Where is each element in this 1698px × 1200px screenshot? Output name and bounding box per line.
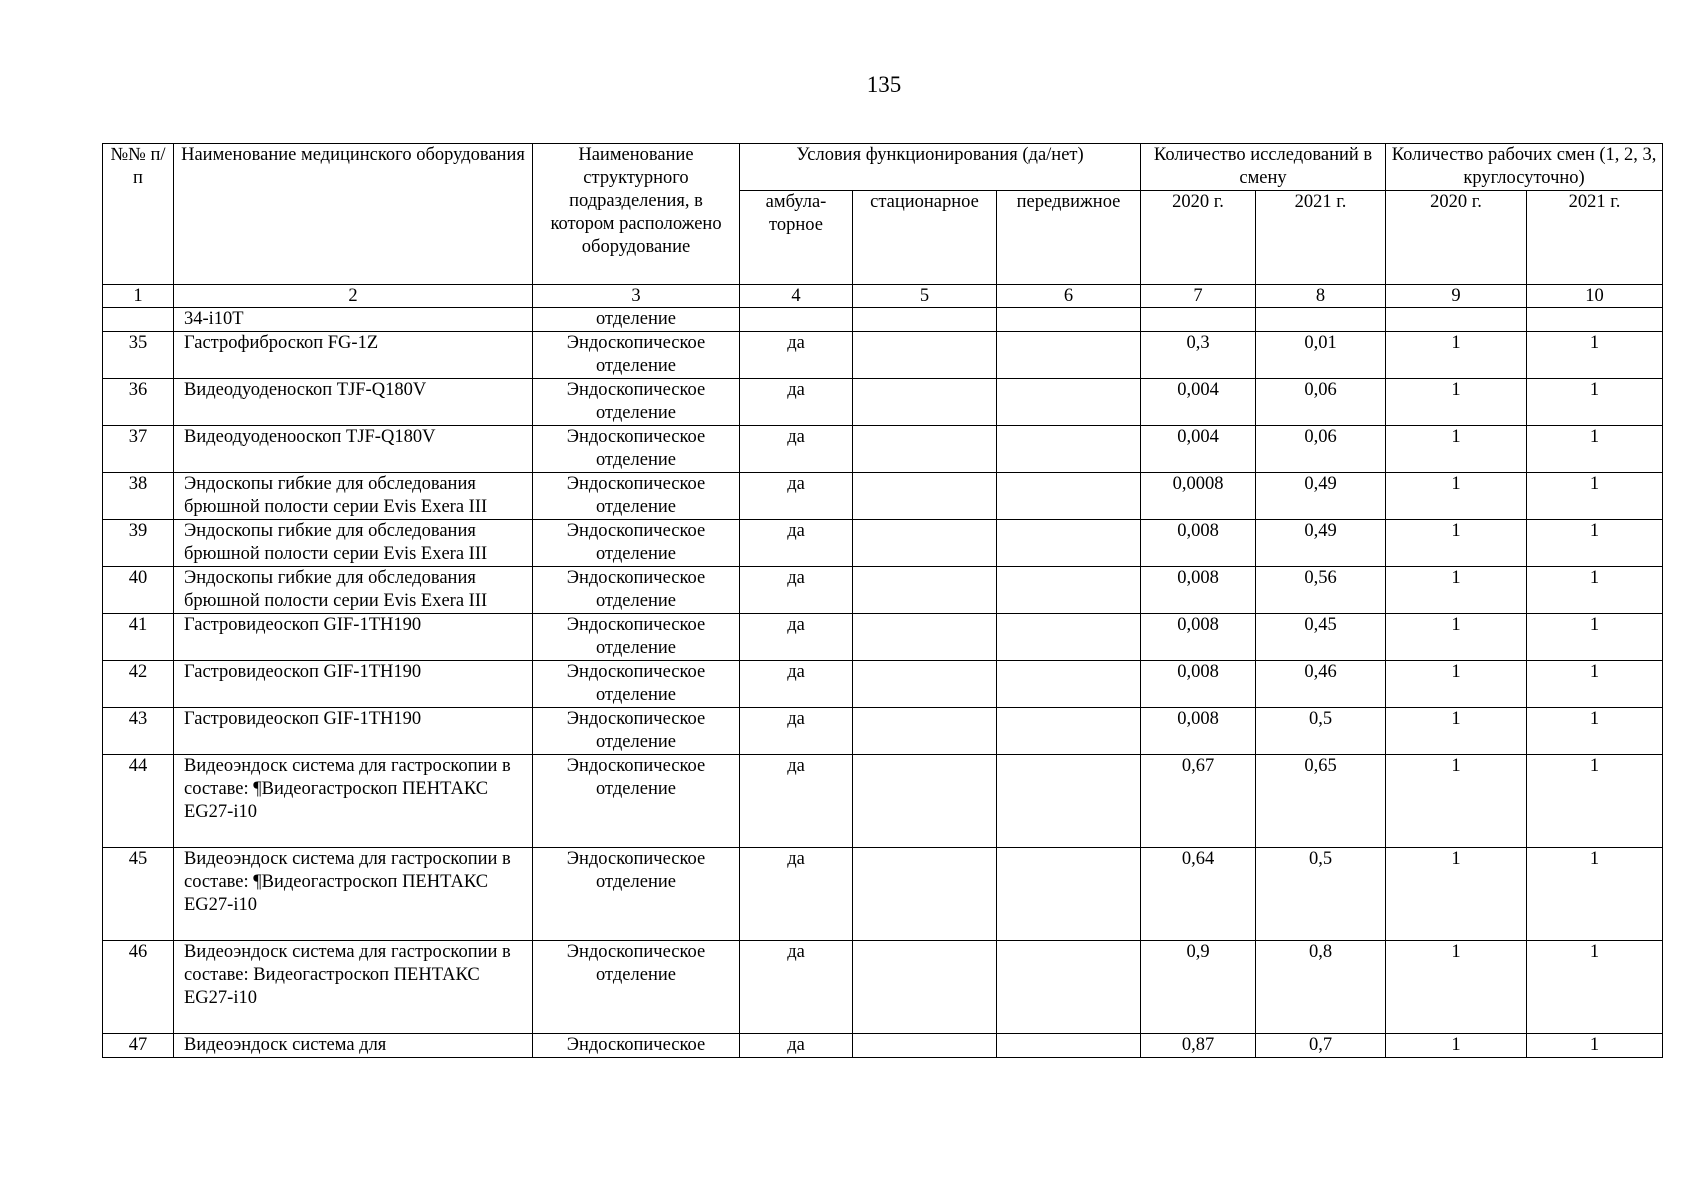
equipment-name: Гастровидеоскоп GIF-1TH190: [174, 708, 533, 755]
column-number: 7: [1141, 285, 1256, 308]
equipment-name: Видеодуоденооскоп TJF-Q180V: [174, 426, 533, 473]
table-row: [103, 332, 1663, 379]
equipment-name: Гастровидеоскоп GIF-1TH190: [174, 614, 533, 661]
table-row: [103, 755, 1663, 848]
header-shifts-2020: 2020 г.: [1386, 191, 1527, 285]
row-number: 39: [103, 520, 174, 567]
studies-2020: 0,67: [1141, 755, 1256, 848]
condition-stationary: [853, 520, 997, 567]
department: Эндоскопическое отделение: [533, 426, 740, 473]
condition-stationary: [853, 332, 997, 379]
studies-2021: 0,56: [1256, 567, 1386, 614]
column-number: 8: [1256, 285, 1386, 308]
department: Эндоскопическое отделение: [533, 661, 740, 708]
studies-2021: 0,5: [1256, 708, 1386, 755]
studies-2021: 0,06: [1256, 379, 1386, 426]
shifts-2020: 1: [1386, 614, 1527, 661]
equipment-table: [102, 143, 1663, 1058]
studies-2020: 0,64: [1141, 848, 1256, 941]
header-num: №№ п/п: [103, 144, 174, 285]
shifts-2020: 1: [1386, 426, 1527, 473]
condition-stationary: [853, 473, 997, 520]
condition-stationary: [853, 848, 997, 941]
shifts-2020: 1: [1386, 1034, 1527, 1058]
header-studies-2020: 2020 г.: [1141, 191, 1256, 285]
condition-ambulatory: да: [740, 708, 853, 755]
condition-stationary: [853, 614, 997, 661]
department: Эндоскопическое отделение: [533, 379, 740, 426]
studies-2020: 0,008: [1141, 520, 1256, 567]
condition-ambulatory: да: [740, 332, 853, 379]
shifts-2020: 1: [1386, 520, 1527, 567]
equipment-name: Гастровидеоскоп GIF-1TH190: [174, 661, 533, 708]
row-number: 47: [103, 1034, 174, 1058]
shifts-2021: 1: [1527, 614, 1663, 661]
shifts-2021: 1: [1527, 379, 1663, 426]
department: Эндоскопическое отделение: [533, 520, 740, 567]
department: Эндоскопическое отделение: [533, 708, 740, 755]
column-number: 3: [533, 285, 740, 308]
shifts-2020: 1: [1386, 332, 1527, 379]
header-dept: Наименование структурного подразделения, в котором расположено оборудование: [533, 144, 740, 285]
shifts-2021: 1: [1527, 708, 1663, 755]
column-number-row: [103, 285, 1663, 308]
shifts-2021: 1: [1527, 755, 1663, 848]
condition-mobile: [997, 567, 1141, 614]
shifts-2021: 1: [1527, 332, 1663, 379]
row-number: 36: [103, 379, 174, 426]
condition-ambulatory: да: [740, 1034, 853, 1058]
row-number: 46: [103, 941, 174, 1034]
department: Эндоскопическое отделение: [533, 614, 740, 661]
equipment-name: Видеоэндоск система для гастроскопии в составе: ¶Видеогастроскоп ПЕНТАКС EG27-i10: [174, 848, 533, 941]
shifts-2020: 1: [1386, 661, 1527, 708]
row-number: 43: [103, 708, 174, 755]
shifts-2021: 1: [1527, 473, 1663, 520]
header-shifts-2021: 2021 г.: [1527, 191, 1663, 285]
condition-mobile: [997, 332, 1141, 379]
header-cond-stat: стационарное: [853, 191, 997, 285]
department: Эндоскопическое отделение: [533, 848, 740, 941]
condition-mobile: [997, 520, 1141, 567]
row-number: 44: [103, 755, 174, 848]
column-number: 4: [740, 285, 853, 308]
continuation-dept: отделение: [533, 308, 740, 332]
studies-2021: 0,49: [1256, 520, 1386, 567]
condition-stationary: [853, 941, 997, 1034]
equipment-name: Эндоскопы гибкие для обследования брюшной полости серии Evis Exera III: [174, 567, 533, 614]
column-number: 5: [853, 285, 997, 308]
department: Эндоскопическое отделение: [533, 941, 740, 1034]
condition-ambulatory: да: [740, 426, 853, 473]
table-row: [103, 661, 1663, 708]
condition-mobile: [997, 614, 1141, 661]
column-number: 2: [174, 285, 533, 308]
table-row: [103, 614, 1663, 661]
studies-2021: 0,45: [1256, 614, 1386, 661]
studies-2021: 0,7: [1256, 1034, 1386, 1058]
studies-2021: 0,01: [1256, 332, 1386, 379]
header-conditions: Условия функционирования (да/нет): [740, 144, 1141, 191]
table-row: [103, 567, 1663, 614]
table-row: [103, 520, 1663, 567]
shifts-2021: 1: [1527, 520, 1663, 567]
shifts-2021: 1: [1527, 1034, 1663, 1058]
condition-mobile: [997, 1034, 1141, 1058]
equipment-name: Видеодуоденоскоп TJF-Q180V: [174, 379, 533, 426]
studies-2021: 0,46: [1256, 661, 1386, 708]
table-row: [103, 1034, 1663, 1058]
shifts-2020: 1: [1386, 473, 1527, 520]
condition-mobile: [997, 848, 1141, 941]
shifts-2021: 1: [1527, 848, 1663, 941]
row-number: 42: [103, 661, 174, 708]
table-row: [103, 473, 1663, 520]
shifts-2020: 1: [1386, 755, 1527, 848]
studies-2020: 0,0008: [1141, 473, 1256, 520]
condition-ambulatory: да: [740, 567, 853, 614]
continuation-name: 34-i10T: [174, 308, 533, 332]
department: Эндоскопическое отделение: [533, 332, 740, 379]
shifts-2021: 1: [1527, 941, 1663, 1034]
column-number: 6: [997, 285, 1141, 308]
studies-2020: 0,008: [1141, 614, 1256, 661]
equipment-name: Эндоскопы гибкие для обследования брюшной полости серии Evis Exera III: [174, 473, 533, 520]
condition-ambulatory: да: [740, 614, 853, 661]
studies-2021: 0,8: [1256, 941, 1386, 1034]
header-cond-mob: передвижное: [997, 191, 1141, 285]
equipment-name: Видеоэндоск система для гастроскопии в составе: ¶Видеогастроскоп ПЕНТАКС EG27-i10: [174, 755, 533, 848]
condition-stationary: [853, 567, 997, 614]
studies-2020: 0,87: [1141, 1034, 1256, 1058]
studies-2021: 0,5: [1256, 848, 1386, 941]
shifts-2021: 1: [1527, 426, 1663, 473]
condition-stationary: [853, 1034, 997, 1058]
condition-mobile: [997, 379, 1141, 426]
studies-2020: 0,004: [1141, 379, 1256, 426]
department: Эндоскопическое: [533, 1034, 740, 1058]
equipment-name: Гастрофиброскоп FG-1Z: [174, 332, 533, 379]
row-number: 45: [103, 848, 174, 941]
studies-2021: 0,06: [1256, 426, 1386, 473]
studies-2021: 0,65: [1256, 755, 1386, 848]
condition-ambulatory: да: [740, 661, 853, 708]
column-number: 9: [1386, 285, 1527, 308]
condition-stationary: [853, 708, 997, 755]
shifts-2020: 1: [1386, 379, 1527, 426]
department: Эндоскопическое отделение: [533, 755, 740, 848]
condition-ambulatory: да: [740, 520, 853, 567]
table-row: [103, 848, 1663, 941]
condition-ambulatory: да: [740, 755, 853, 848]
row-number: 40: [103, 567, 174, 614]
studies-2020: 0,008: [1141, 708, 1256, 755]
studies-2020: 0,008: [1141, 567, 1256, 614]
column-number: 1: [103, 285, 174, 308]
shifts-2020: 1: [1386, 708, 1527, 755]
condition-mobile: [997, 941, 1141, 1034]
equipment-name: Видеоэндоск система для гастроскопии в составе: Видеогастроскоп ПЕНТАКС EG27-i10: [174, 941, 533, 1034]
condition-stationary: [853, 755, 997, 848]
header-shifts: Количество рабочих смен (1, 2, 3, круглосуточно): [1386, 144, 1663, 191]
condition-mobile: [997, 473, 1141, 520]
header-studies-2021: 2021 г.: [1256, 191, 1386, 285]
equipment-name: Эндоскопы гибкие для обследования брюшной полости серии Evis Exera III: [174, 520, 533, 567]
condition-stationary: [853, 661, 997, 708]
row-number: 41: [103, 614, 174, 661]
condition-mobile: [997, 708, 1141, 755]
studies-2020: 0,3: [1141, 332, 1256, 379]
studies-2020: 0,004: [1141, 426, 1256, 473]
department: Эндоскопическое отделение: [533, 473, 740, 520]
header-name: Наименование медицинского оборудования: [174, 144, 533, 285]
continuation-row: [103, 308, 1663, 332]
header-cond-amb: амбула-торное: [740, 191, 853, 285]
studies-2021: 0,49: [1256, 473, 1386, 520]
header-studies: Количество исследований в смену: [1141, 144, 1386, 191]
condition-ambulatory: да: [740, 848, 853, 941]
shifts-2021: 1: [1527, 661, 1663, 708]
condition-ambulatory: да: [740, 941, 853, 1034]
condition-mobile: [997, 426, 1141, 473]
condition-ambulatory: да: [740, 473, 853, 520]
table-row: [103, 941, 1663, 1034]
condition-stationary: [853, 426, 997, 473]
condition-mobile: [997, 755, 1141, 848]
studies-2020: 0,008: [1141, 661, 1256, 708]
row-number: 35: [103, 332, 174, 379]
condition-stationary: [853, 379, 997, 426]
condition-mobile: [997, 661, 1141, 708]
department: Эндоскопическое отделение: [533, 567, 740, 614]
studies-2020: 0,9: [1141, 941, 1256, 1034]
shifts-2020: 1: [1386, 848, 1527, 941]
shifts-2021: 1: [1527, 567, 1663, 614]
table-row: [103, 379, 1663, 426]
row-number: 38: [103, 473, 174, 520]
table-row: [103, 426, 1663, 473]
shifts-2020: 1: [1386, 941, 1527, 1034]
table-row: [103, 708, 1663, 755]
column-number: 10: [1527, 285, 1663, 308]
equipment-name: Видеоэндоск система для: [174, 1034, 533, 1058]
shifts-2020: 1: [1386, 567, 1527, 614]
condition-ambulatory: да: [740, 379, 853, 426]
row-number: 37: [103, 426, 174, 473]
page-number: 135: [866, 72, 902, 97]
